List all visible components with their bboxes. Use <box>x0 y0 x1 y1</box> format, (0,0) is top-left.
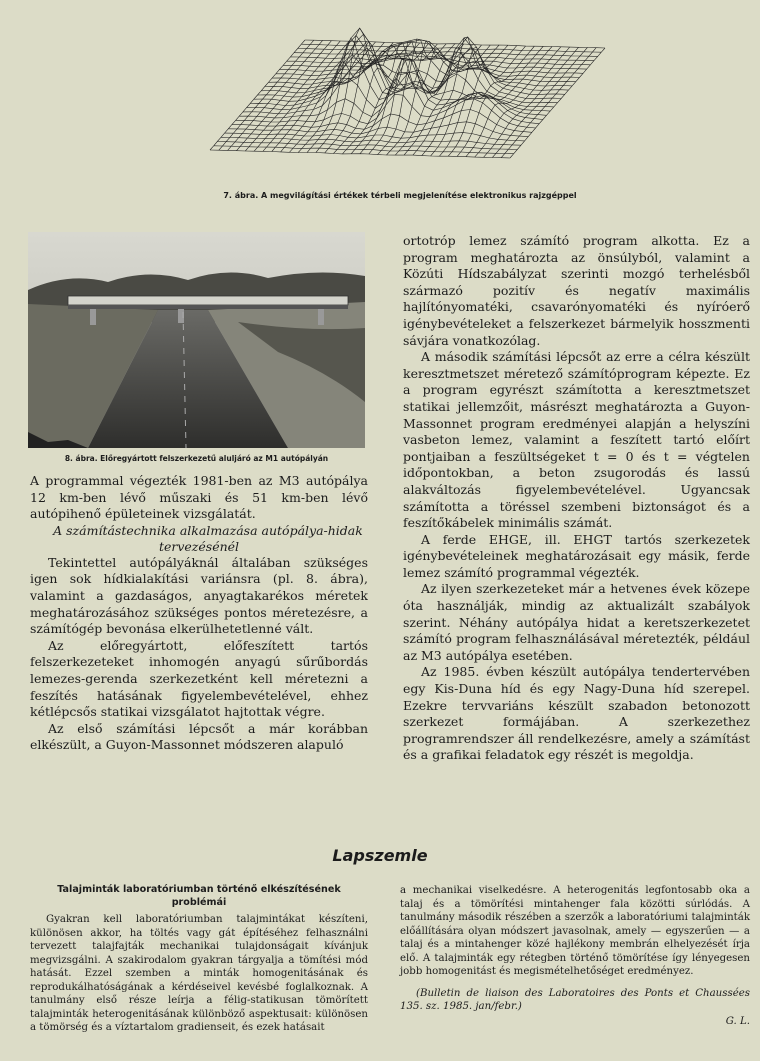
review-left-column <box>30 884 368 1035</box>
left-paragraph-3: Az előregyártott, előfeszített tartós felszerkezeteket inhomogén anyagú sűrűbordás lemezes-gerenda szerkezetként kell méretezni a feszítés hatásának figyelembevételével, ehhez kétlépcsős statikai vizsgálatot hajtottak végre. <box>30 637 368 720</box>
left-text-column <box>30 473 368 754</box>
right-text-column <box>403 233 750 764</box>
figure8-photo <box>28 232 365 448</box>
figure8-caption: 8. ábra. Előregyártott felszerkezetű aluljáró az M1 autópályán <box>64 454 329 463</box>
review-section-title: Lapszemle <box>332 846 428 865</box>
review-left-text: Gyakran kell laboratóriumban talajmintákat készíteni, különösen akkor, ha töltés vagy gát építéséhez felhasználni tervezett talajfajták mechanikai tulajdonságait kívánjuk megvizsgálni. A szakirodalom gyakran tárgyalja a tömítési mód hatását. Ezzel szemben a minták homogenitásának és reprodukálhatóságának a kérdéseivel kevésbé foglalkoznak. A tanulmány első része leírja a félig-statikusan tömörített talajminták heterogenitásának különböző aspektusait: különösen a tömörség és a víztartalom gradienseit, és ezek hatásait <box>30 914 368 1033</box>
right-paragraph-4: Az ilyen szerkezeteket már a hetvenes évek közepe óta használják, mindig az aktualizált szabályok szerint. Néhány autópálya hidat a keretszerkezetet számító program felhasználásával méretezték, például az M3 autópálya esetében. <box>403 581 750 663</box>
left-paragraph-1: A programmal végezték 1981-ben az M3 autópálya 12 km-ben lévő műszaki és 51 km-ben lévő autópihenő épületeinek vizsgálatát. <box>30 473 368 522</box>
review-right-column <box>400 884 750 1028</box>
review-source: (Bulletin de liaison des Laboratoires des Ponts et Chaussées 135. sz. 1985. jan/febr.) <box>400 987 750 1012</box>
right-paragraph-1: ortotróp lemez számító program alkotta. Ez a program meghatározta az önsúlyból, valamint a Közúti Hídszabályzat szerinti mozgó terhelésből származó pozitív és negatív maximális hajlítónyomatéki, csavarónyomatéki és nyíróerő igénybevételeket a felszerkezet bármelyik hosszmenti sávjára vonatkozólag. <box>403 233 750 348</box>
section-subheading: A számítástechnika alkalmazása autópálya-hidak tervezésénél <box>53 522 363 554</box>
figure7-wireframe-plot <box>190 0 610 182</box>
photo-motorway-overpass-icon <box>28 232 365 448</box>
right-paragraph-5: Az 1985. évben készült autópálya tendertervében egy Kis-Duna híd és egy Nagy-Duna híd szerepel. Ezekre tervvariáns készült szabadon betonozott szerkezet formájában. A szerkezethez programrendszer áll rendelkezésre, amely a számítást és a grafikai feladatok egy részét is megoldja. <box>403 664 750 763</box>
left-paragraph-2: Tekintettel autópályáknál általában szükséges igen sok hídkialakítási variánsra (pl. 8. ábra), valamint a gazdaságos, anyagtakarékos méretek meghatározásához szükséges pontos méretezésre, a számítógép bevonása elkerülhetetlenné vált. <box>30 554 368 637</box>
review-article-title: Talajminták laboratóriumban történő elkészítésének problémái <box>57 884 341 908</box>
wireframe-3d-surface-plot-icon <box>210 28 605 158</box>
left-paragraph-4: Az első számítási lépcsőt a már korábban elkészült, a Guyon-Massonnet módszeren alapuló <box>30 720 368 753</box>
figure7-caption: 7. ábra. A megvilágítási értékek térbeli megjelenítése elektronikus rajzgéppel <box>223 191 577 200</box>
review-right-text: a mechanikai viselkedésre. A heterogenitás legfontosabb oka a talaj és a tömörítési mintahenger fala közötti súrlódás. A tanulmány második részében a szerzők a laboratóriumi talajminták előállítására olyan módszert javasolnak, amely — egyszerűen — a talaj és a mintahenger közé hajlékony membrán elhelyezését írja elő. A talajminták egy rétegben történő tömörítése így lényegesen jobb homogenitást és megismételhetőséget eredményez. <box>400 885 750 977</box>
review-signature: G. L. <box>725 1015 750 1027</box>
right-paragraph-2: A második számítási lépcsőt az erre a célra készült keresztmetszet méretező számítóprogram képezte. Ez a program egyrészt számította a keresztmetszet statikai jellemzőit, másrészt meghatározta a Guyon-Massonnet program eredményei alapján a helyszíni vasbeton lemez, valamint a feszített tartó előírt pontjaiban a feszültségeket t = 0 és t = végtelen időpontokban, a beton zsugorodás és lassú alakváltozás figyelembevételével. Ugyancsak számította a töréssel szembeni biztonságot és a feszítőkábelek minimális számát. <box>403 349 750 531</box>
right-paragraph-3: A ferde EHGE, ill. EHGT tartós szerkezetek igénybevételeinek meghatározásait egy másik, ferde lemez számító programmal végezték. <box>403 531 750 580</box>
